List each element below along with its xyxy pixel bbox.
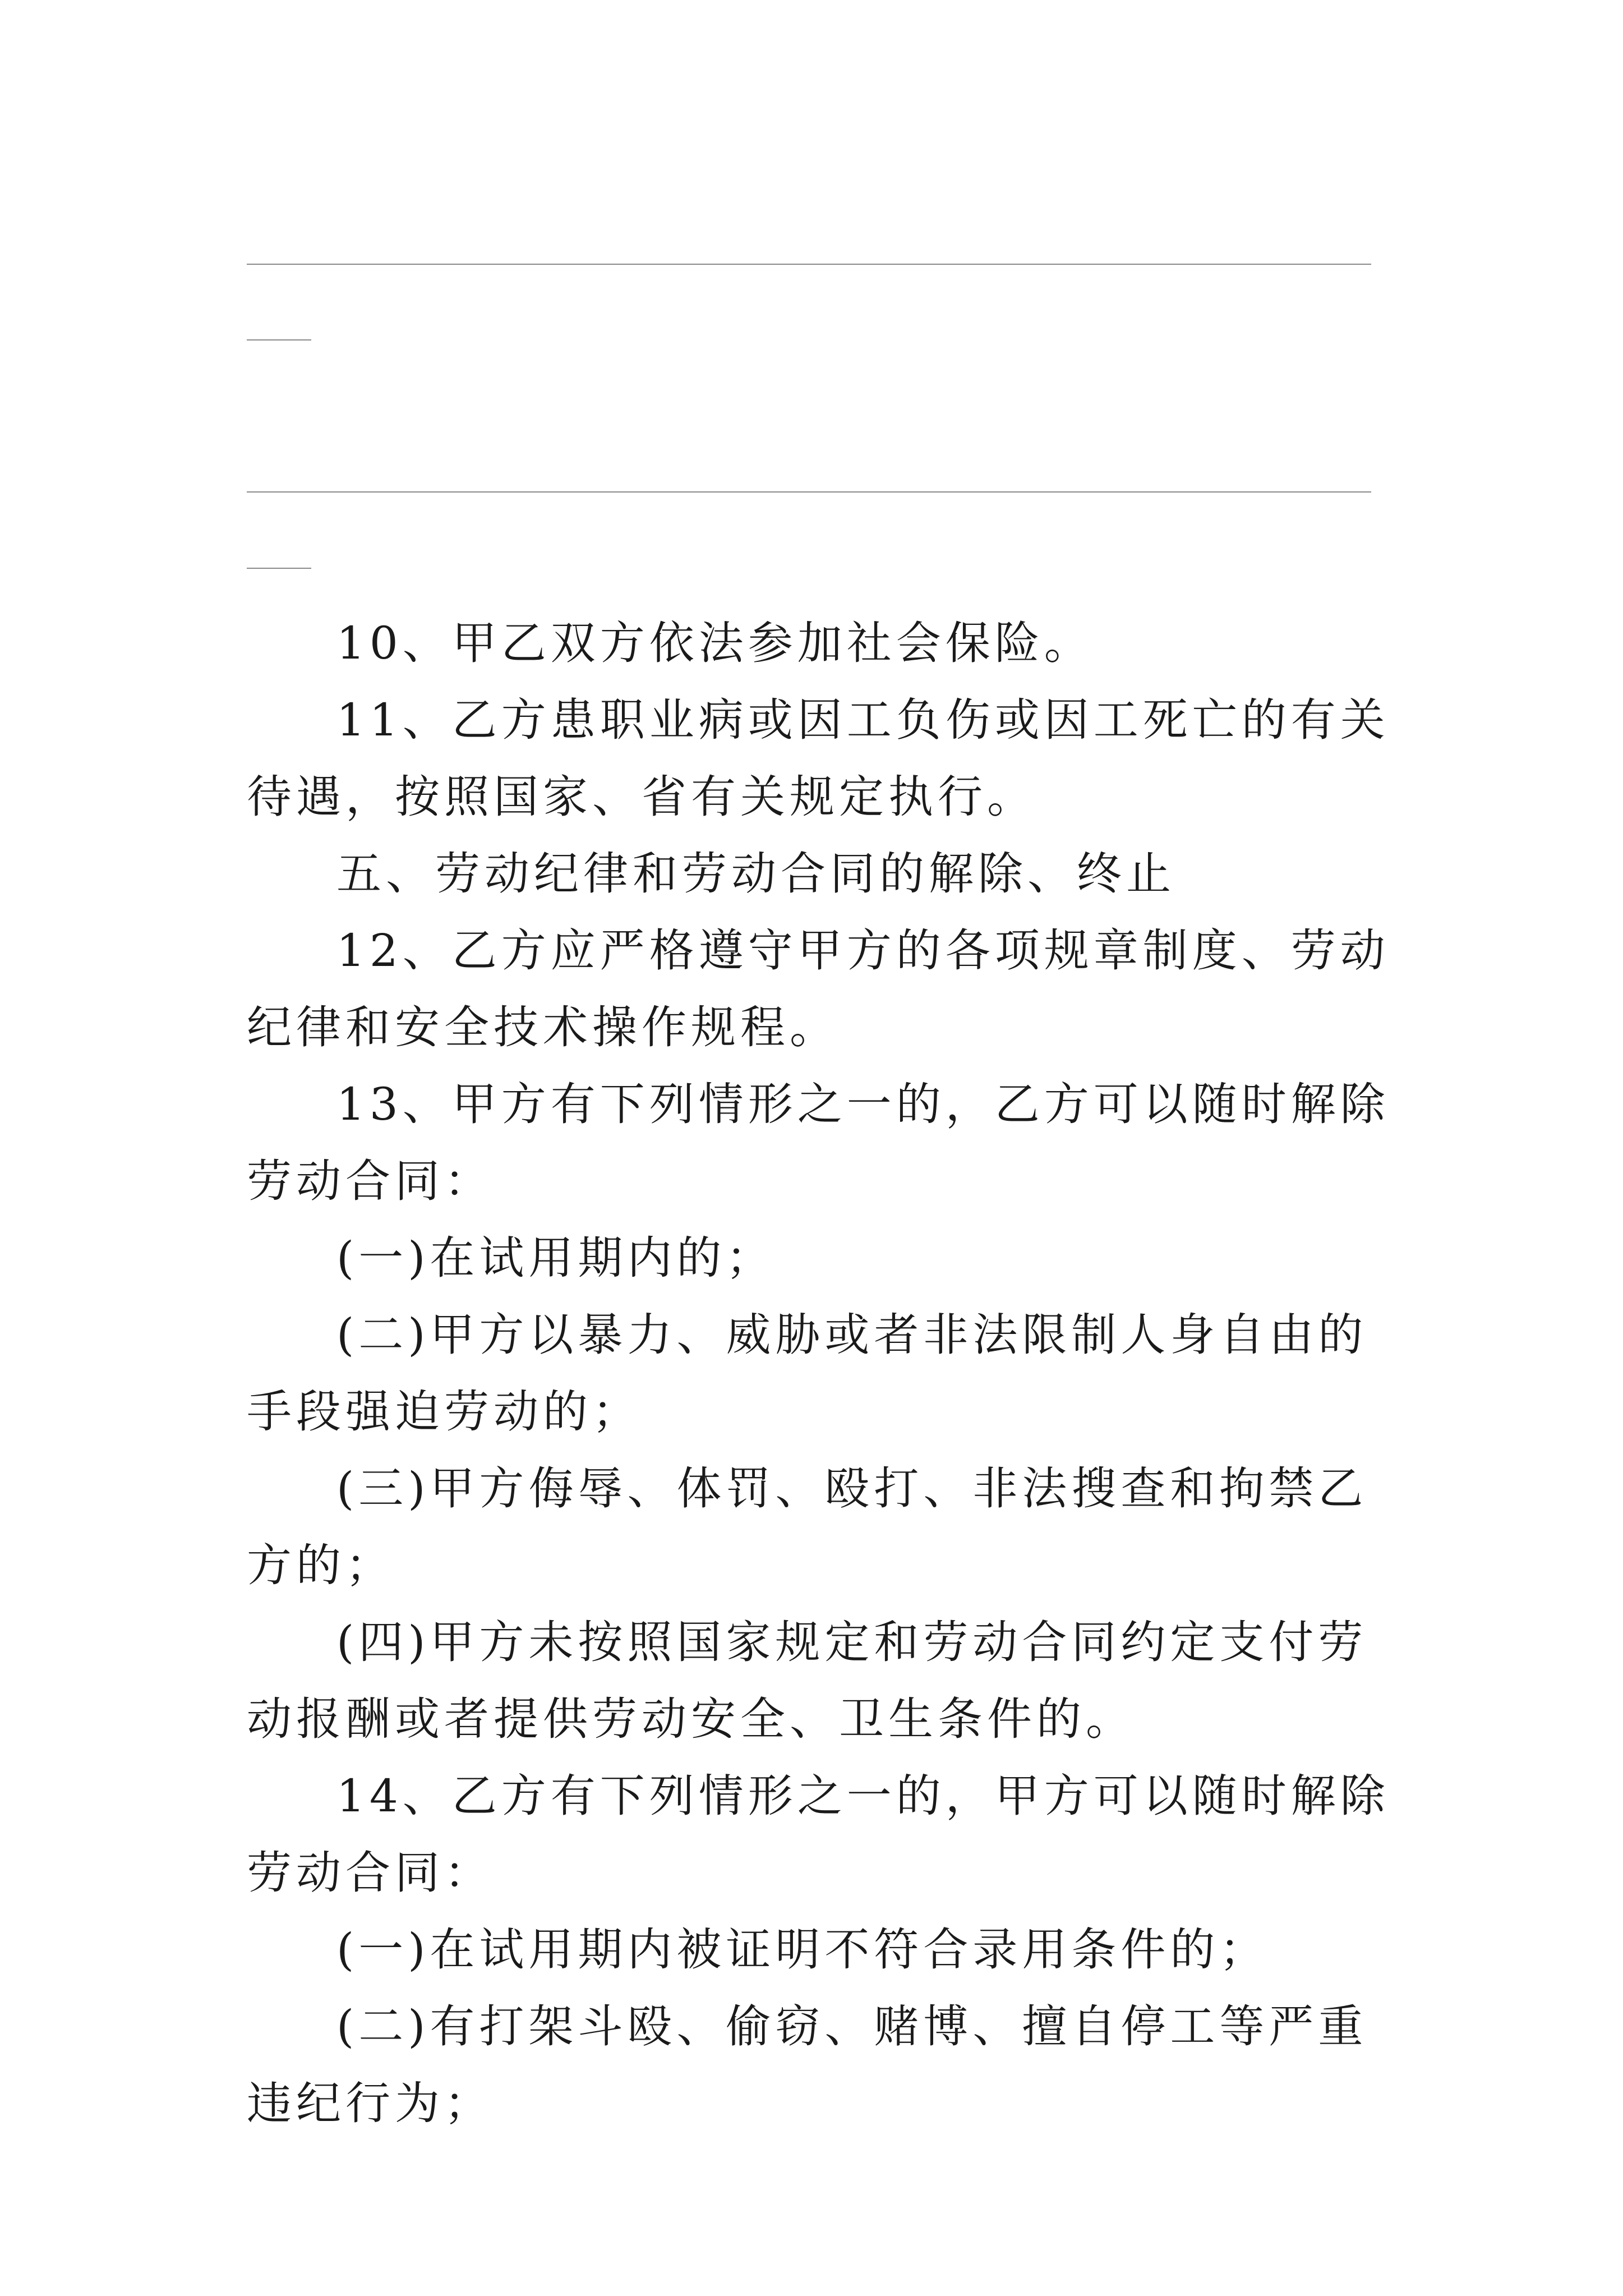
section-heading-5: 五、劳动纪律和劳动合同的解除、终止	[336, 848, 1175, 900]
document-body	[247, 605, 1391, 2142]
fill-line-1-tail	[247, 339, 311, 341]
clause-14: 14、乙方有下列情形之一的，甲方可以随时解除劳动合同：	[247, 1770, 1390, 1899]
clause-14-item-1: (一)在试用期内被证明不符合录用条件的；	[336, 1924, 1269, 1976]
clause-13: 13、甲方有下列情形之一的，乙方可以随时解除劳动合同：	[247, 1078, 1390, 1207]
clause-12: 12、乙方应严格遵守甲方的各项规章制度、劳动纪律和安全技术操作规程。	[247, 924, 1390, 1053]
clause-13-item-1: (一)在试用期内的；	[336, 1232, 776, 1284]
clause-11: 11、乙方患职业病或因工负伤或因工死亡的有关待遇，按照国家、省有关规定执行。	[247, 694, 1390, 823]
clause-14-item-2: (二)有打架斗殴、偷窃、赌博、擅自停工等严重违纪行为；	[247, 2000, 1368, 2129]
clause-13-item-3: (三)甲方侮辱、体罚、殴打、非法搜查和拘禁乙方的；	[247, 1462, 1368, 1591]
clause-13-item-2: (二)甲方以暴力、威胁或者非法限制人身自由的手段强迫劳动的；	[247, 1309, 1368, 1438]
clause-10: 10、甲乙双方依法参加社会保险。	[336, 617, 1094, 669]
clause-13-item-4: (四)甲方未按照国家规定和劳动合同约定支付劳动报酬或者提供劳动安全、卫生条件的。	[247, 1616, 1368, 1745]
fill-line-2	[247, 491, 1371, 493]
fill-line-1	[247, 264, 1371, 265]
fill-line-2-tail	[247, 568, 311, 569]
